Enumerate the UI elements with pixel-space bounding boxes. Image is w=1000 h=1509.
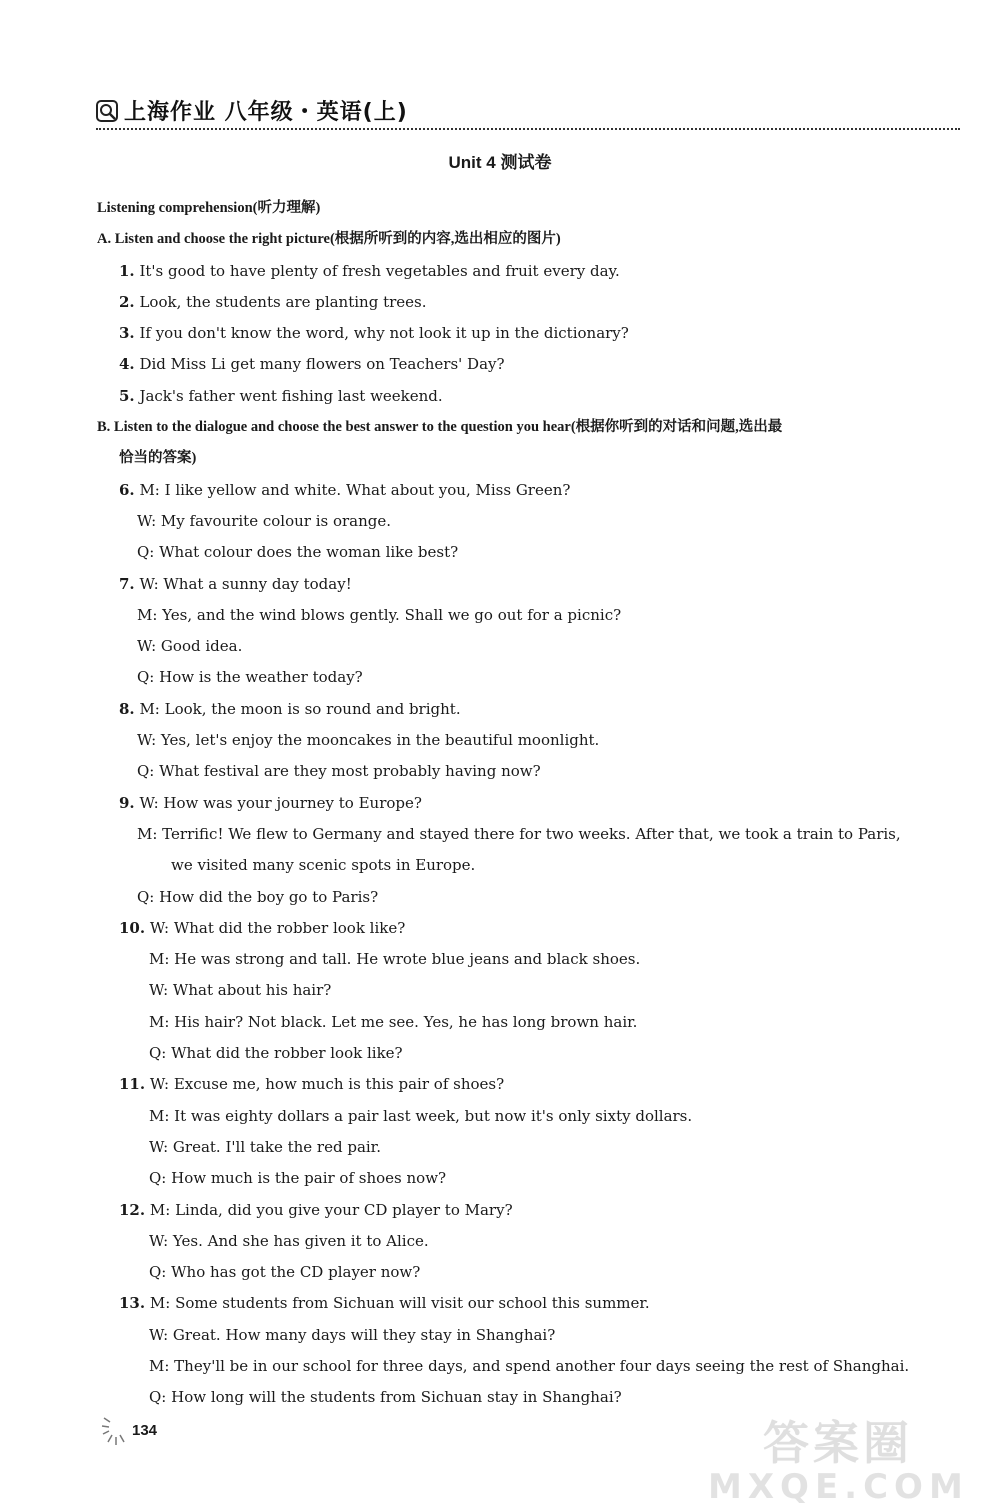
sparkle-decoration-icon [100,1412,130,1448]
question-number: 3. [119,324,135,343]
dialogue-text: M: It was eighty dollars a pair last week, but now it's only sixty dollars. [149,1106,693,1125]
question-number: 8. [119,699,135,718]
watermark-en: MXQE.COM [708,1467,969,1507]
dialogue-text: Q: How did the boy go to Paris? [137,887,379,906]
question-number: 13. [119,1294,146,1313]
dialogue-text: M: His hair? Not black. Let me see. Yes, he has long brown hair. [149,1012,638,1031]
dialogue-line [97,1351,967,1382]
dialogue-text: Q: What festival are they most probably having now? [137,762,541,781]
dialogue-line [97,1288,967,1319]
question-number: 6. [119,480,135,499]
watermark [708,1407,969,1507]
dialogue-text: M: He was strong and tall. He wrote blue jeans and black shoes. [149,950,641,969]
dialogue-line [97,1007,967,1038]
question-text: It's good to have plenty of fresh vegetables and fruit every day. [139,261,620,280]
header-divider [96,128,960,130]
magnifier-logo-icon [96,100,118,122]
dialogue-line [97,882,967,913]
watermark-cn: 答案圈 [763,1416,913,1470]
dialogue-line [97,1226,967,1257]
question-item [97,256,967,287]
question-item [97,287,967,318]
dialogue-line [97,600,967,631]
part-b-title-cont: 恰当的答案) [119,450,197,467]
dialogue-text: W: Great. I'll take the red pair. [149,1137,381,1156]
dialogue-text: W: What about his hair? [149,981,332,1000]
dialogue-text: M: I like yellow and white. What about you, Miss Green? [139,480,571,499]
page-footer [100,1410,157,1450]
dialogue-line [97,1320,967,1351]
dialogue-line [97,537,967,568]
dialogue-line [97,1163,967,1194]
part-a-title: A. Listen and choose the right picture(根据所听到的内容,选出相应的图片) [97,231,561,248]
question-item [97,349,967,380]
dialogue-line [97,756,967,787]
dialogue-text: Q: What colour does the woman like best? [137,543,459,562]
dialogue-line [97,913,967,944]
question-text: Look, the students are planting trees. [139,292,427,311]
question-item [97,318,967,349]
dialogue-text: W: Yes, let's enjoy the mooncakes in the beautiful moonlight. [137,731,600,750]
dialogue-line [97,631,967,662]
page-content [97,193,967,1414]
question-text: Jack's father went fishing last weekend. [139,386,443,405]
part-b-list [97,475,967,1414]
dialogue-text: W: How was your journey to Europe? [139,793,422,812]
dialogue-text: M: They'll be in our school for three days, and spend another four days seeing the rest of Shanghai. [149,1356,910,1375]
question-number: 12. [119,1200,146,1219]
dialogue-line [97,944,967,975]
dialogue-text: we visited many scenic spots in Europe. [171,856,476,875]
dialogue-line [97,788,967,819]
question-number: 11. [119,1075,146,1094]
dialogue-line [97,850,967,881]
dialogue-text: W: Yes. And she has given it to Alice. [149,1231,429,1250]
dialogue-line [97,975,967,1006]
dialogue-text: M: Linda, did you give your CD player to Mary? [149,1200,513,1219]
dialogue-line [97,1069,967,1100]
dialogue-text: Q: How long will the students from Sichuan stay in Shanghai? [149,1388,622,1407]
page-header [96,92,960,126]
question-text: Did Miss Li get many flowers on Teachers' Day? [139,355,505,374]
section-heading: Listening comprehension(听力理解) [97,200,321,216]
question-item [97,381,967,412]
dialogue-text: W: My favourite colour is orange. [137,511,392,530]
question-number: 9. [119,793,135,812]
dialogue-line [97,1195,967,1226]
dialogue-text: W: What did the robber look like? [149,918,406,937]
dialogue-line [97,475,967,506]
dialogue-line [97,1038,967,1069]
unit-title: Unit 4 测试卷 [448,153,552,172]
dialogue-text: W: Great. How many days will they stay in Shanghai? [149,1325,556,1344]
book-title: 上海作业 八年级・英语(上) [124,100,408,125]
question-number: 4. [119,355,135,374]
dialogue-text: M: Terrific! We flew to Germany and stayed there for two weeks. After that, we took a train to Paris, [137,824,901,843]
part-b-title: B. Listen to the dialogue and choose the best answer to the question you hear(根据你听到的对话和问题,选出最 [97,419,783,436]
dialogue-line [97,1257,967,1288]
dialogue-line [97,1101,967,1132]
question-number: 2. [119,292,135,311]
dialogue-text: W: Excuse me, how much is this pair of shoes? [149,1075,505,1094]
dialogue-text: M: Some students from Sichuan will visit our school this summer. [149,1294,650,1313]
dialogue-text: W: What a sunny day today! [139,574,352,593]
dialogue-line [97,569,967,600]
dialogue-text: Q: What did the robber look like? [149,1044,403,1063]
question-text: If you don't know the word, why not look it up in the dictionary? [139,324,629,343]
dialogue-text: M: Look, the moon is so round and bright. [139,699,461,718]
question-number: 7. [119,574,135,593]
dialogue-text: W: Good idea. [137,637,243,656]
part-a-list [97,256,967,412]
dialogue-line [97,694,967,725]
dialogue-line [97,506,967,537]
dialogue-line [97,1132,967,1163]
dialogue-line [97,819,967,850]
question-number: 1. [119,261,135,280]
dialogue-text: Q: How is the weather today? [137,668,363,687]
dialogue-text: Q: Who has got the CD player now? [149,1263,421,1282]
question-number: 5. [119,386,135,405]
question-number: 10. [119,918,146,937]
page-number: 134 [132,1421,158,1439]
dialogue-text: M: Yes, and the wind blows gently. Shall we go out for a picnic? [137,605,622,624]
dialogue-line [97,725,967,756]
dialogue-line [97,662,967,693]
dialogue-text: Q: How much is the pair of shoes now? [149,1169,447,1188]
